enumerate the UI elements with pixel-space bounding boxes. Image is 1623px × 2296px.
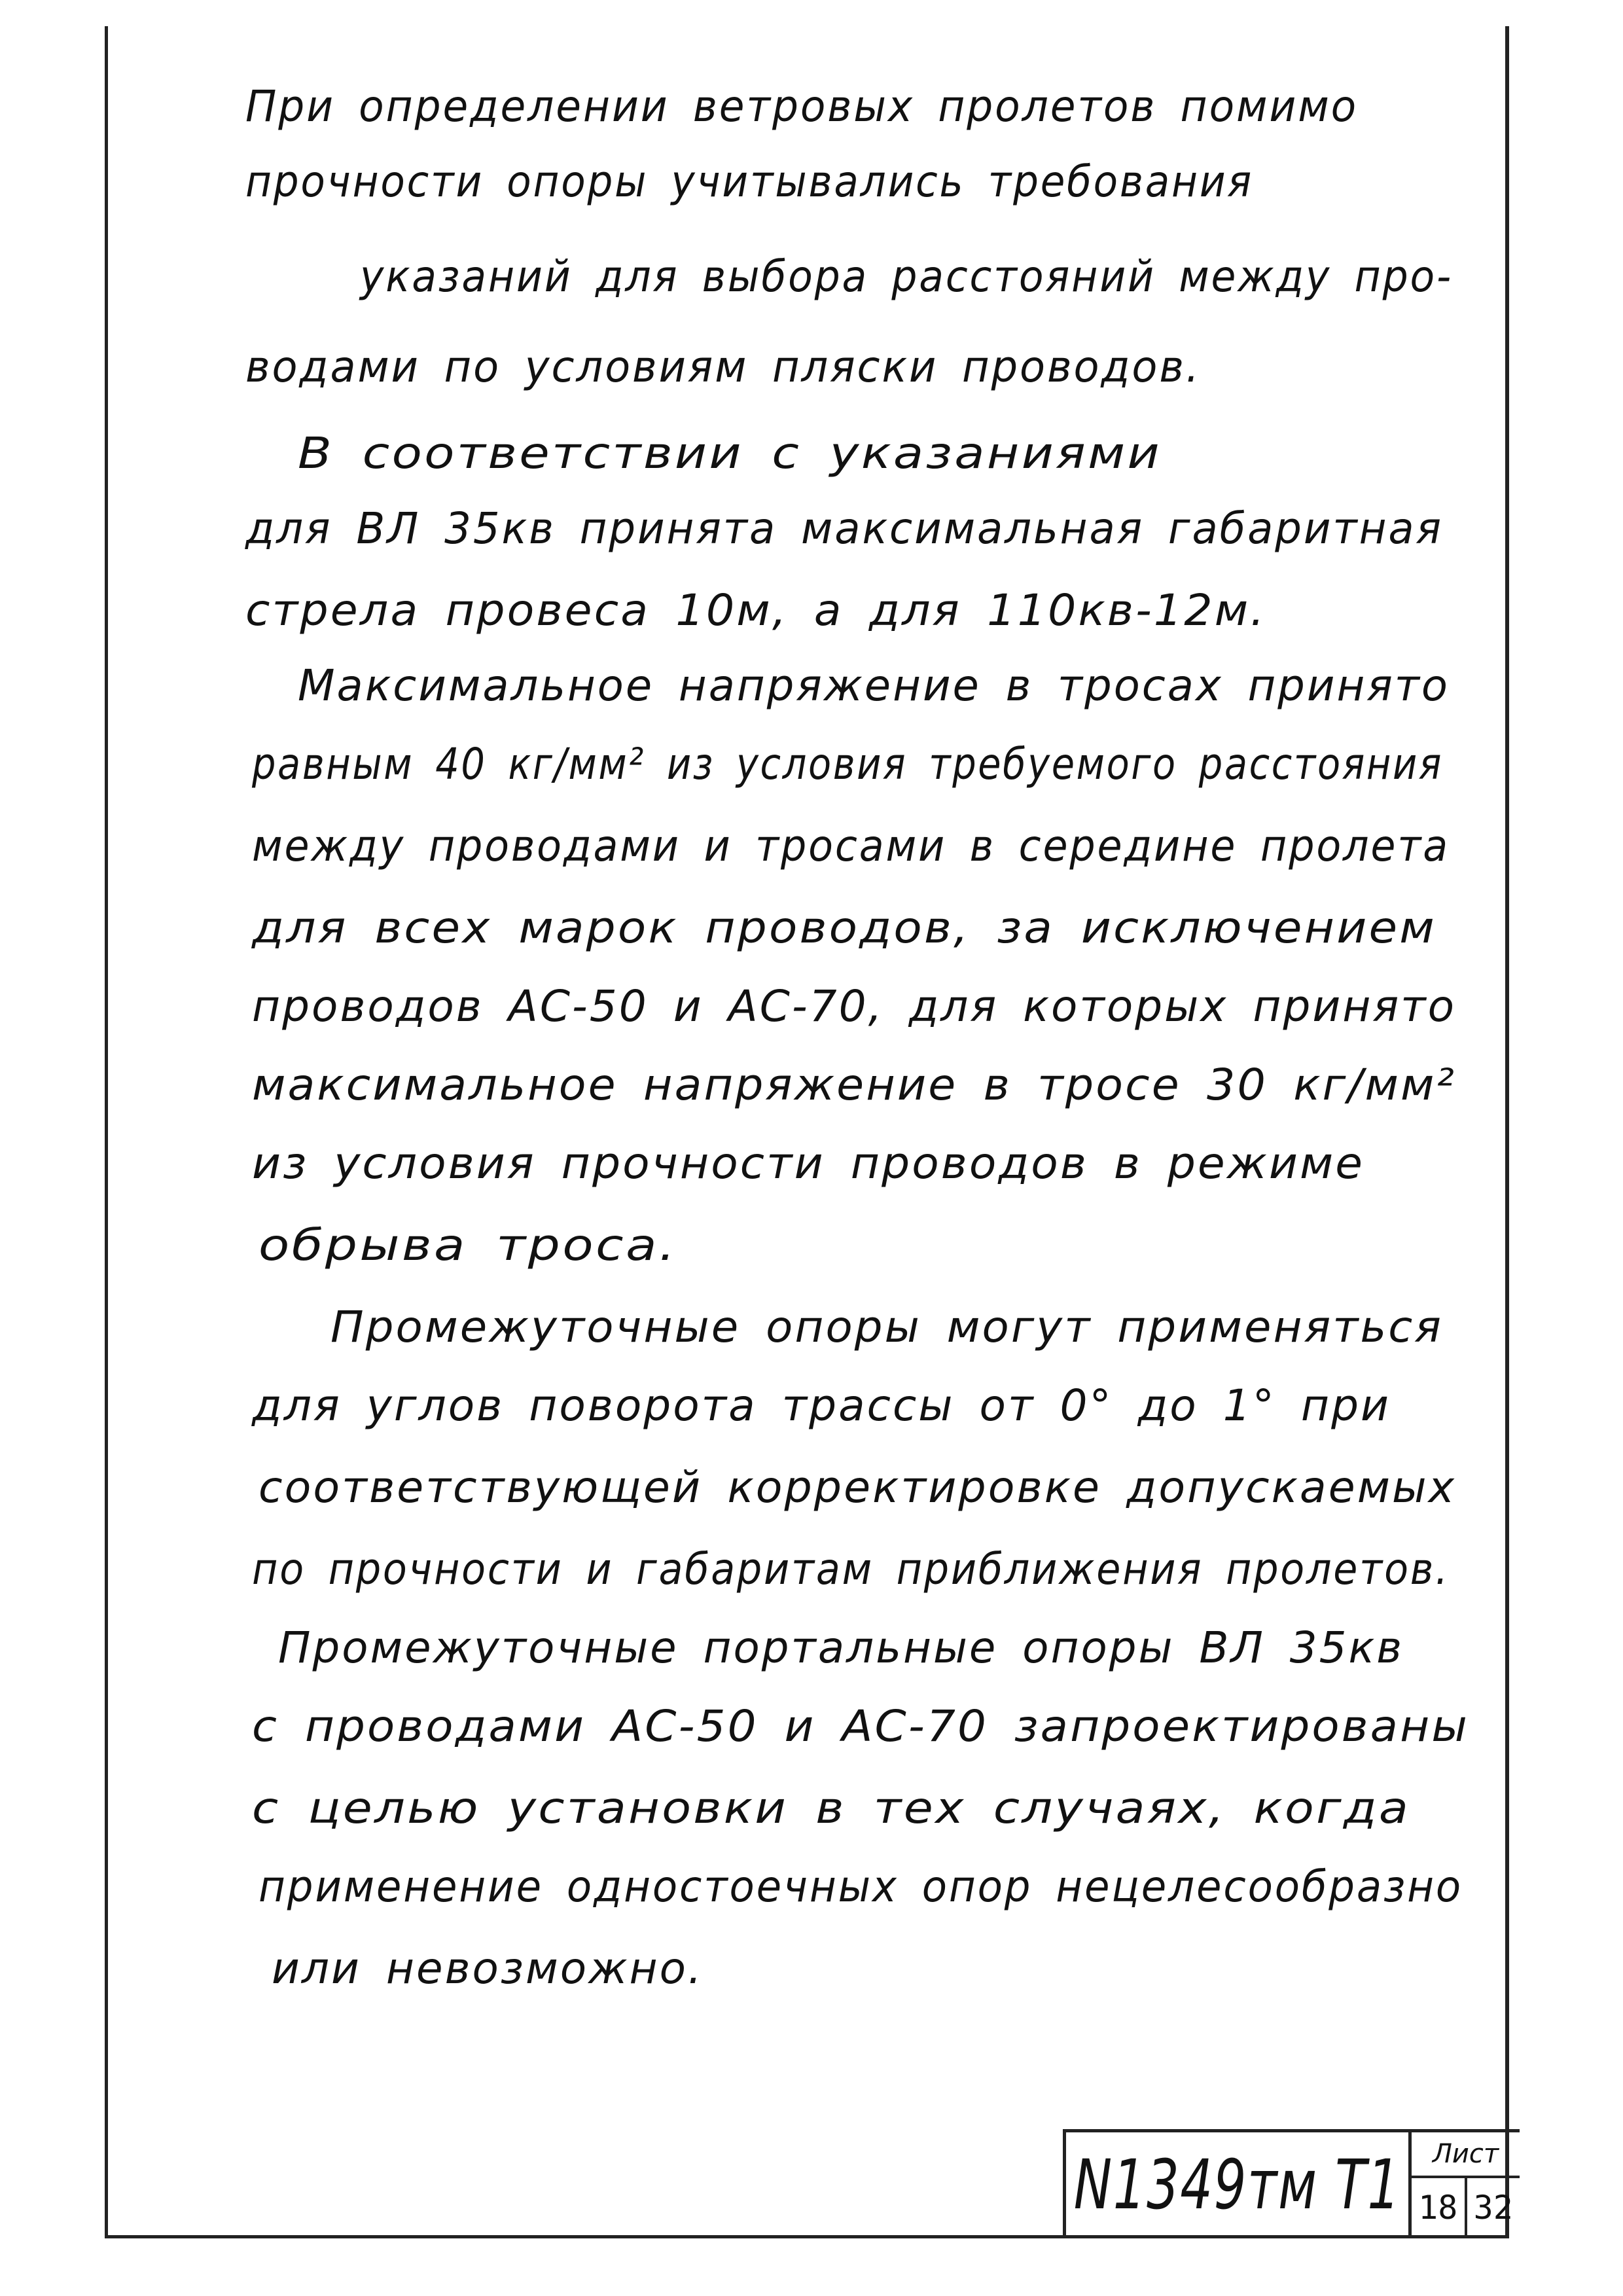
text-line: соответствующей корректировке допускаемых <box>259 1462 1456 1513</box>
text-line: указаний для выбора расстояний между про- <box>360 251 1453 302</box>
sheet-numbers <box>1412 2178 1520 2236</box>
text-line: стрела провеса 10м, а для 110кв-12м. <box>245 585 1267 636</box>
text-line: При определении ветровых пролетов помимо <box>245 81 1358 132</box>
sheet-total: 32 <box>1465 2178 1520 2236</box>
text-line: проводов АС-50 и АС-70, для которых принято <box>252 981 1456 1031</box>
text-line: Промежуточные опоры могут применяться <box>330 1302 1443 1352</box>
document-code: N1349тм Т1 <box>1066 2132 1412 2236</box>
text-line: равным 40 кг/мм² из условия требуемого расстояния <box>252 739 1443 789</box>
text-line: обрыва троса. <box>259 1220 677 1270</box>
text-line: В соответствии с указаниями <box>298 428 1162 478</box>
text-line: Максимальное напряжение в тросах принято <box>298 660 1450 711</box>
text-line: Промежуточные портальные опоры ВЛ 35кв <box>278 1623 1404 1673</box>
text-line: для всех марок проводов, за исключением <box>252 903 1436 953</box>
text-line: с целью установки в тех случаях, когда <box>252 1783 1410 1833</box>
text-line: с проводами АС-50 и АС-70 запроектированы <box>252 1701 1469 1751</box>
title-block <box>1063 2129 1520 2236</box>
text-line: максимальное напряжение в тросе 30 кг/мм² <box>252 1060 1456 1110</box>
sheet-label: Лист <box>1412 2132 1520 2178</box>
text-line: водами по условиям пляски проводов. <box>245 342 1201 392</box>
text-line: для ВЛ 35кв принята максимальная габаритная <box>245 503 1443 554</box>
sheet-number: 18 <box>1418 2188 1458 2227</box>
text-line: из условия прочности проводов в режиме <box>252 1138 1364 1189</box>
text-line: прочности опоры учитывались требования <box>245 156 1253 207</box>
text-line: по прочности и габаритам приближения пролетов. <box>252 1544 1450 1594</box>
text-line: или невозможно. <box>272 1943 704 1994</box>
sheet-cell <box>1412 2132 1520 2236</box>
text-line: между проводами и тросами в середине пролета <box>252 821 1450 871</box>
text-line: для углов поворота трассы от 0° до 1° при <box>252 1380 1391 1431</box>
text-line: применение одностоечных опор нецелесообразно <box>259 1861 1463 1912</box>
